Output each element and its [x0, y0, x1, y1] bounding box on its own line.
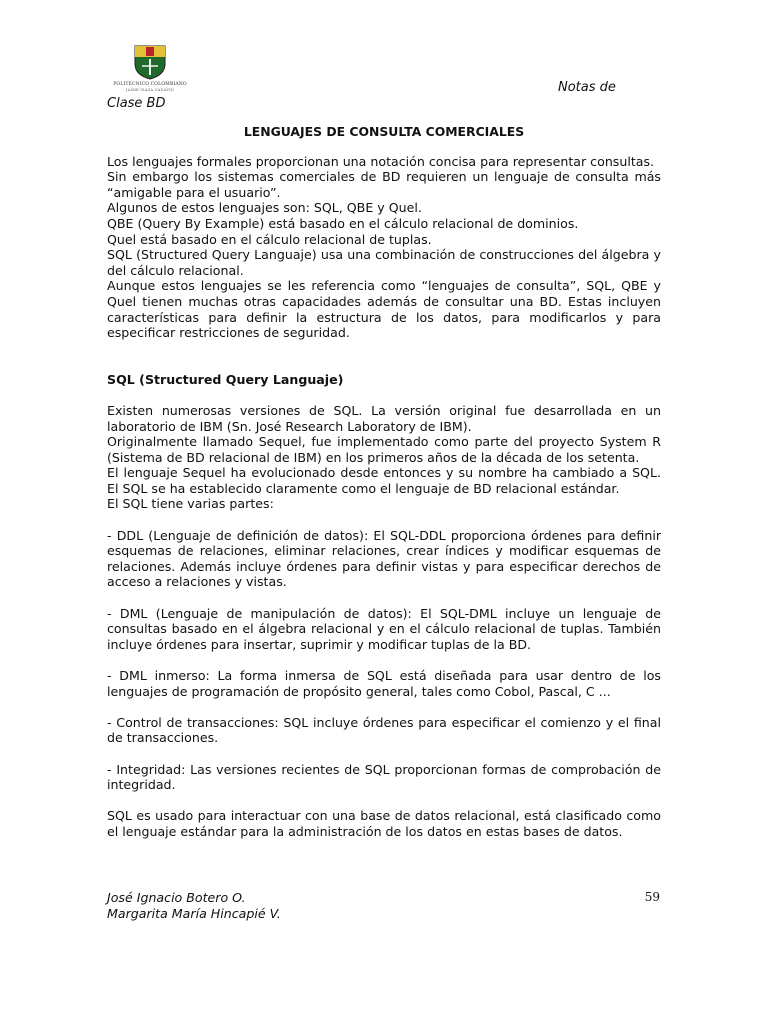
logo-name: POLITÉCNICO COLOMBIANO [113, 82, 187, 87]
footer-author-1: José Ignacio Botero O. [107, 890, 246, 905]
header-clase: Clase BD [107, 96, 166, 111]
paragraph: Aunque estos lenguajes se les referencia como “lenguajes de consulta”, SQL, QBE y Quel tienen muchas otras capacidades además de consultar una BD. Estas incluyen características para definir la estructura de los datos, para modificarlos y para especificar restricciones de seguridad. [107, 278, 661, 341]
paragraph: Algunos de estos lenguajes son: SQL, QBE y Quel. [107, 200, 422, 216]
paragraph: Sin embargo los sistemas comerciales de BD requieren un lenguaje de consulta más “amigable para el usuario”. [107, 169, 661, 200]
paragraph: SQL (Structured Query Languaje) usa una combinación de construcciones del álgebra y del cálculo relacional. [107, 247, 661, 278]
paragraph: Quel está basado en el cálculo relacional de tuplas. [107, 231, 432, 247]
sql-intro-section [107, 403, 661, 512]
section-heading: SQL (Structured Query Languaje) [107, 371, 344, 387]
paragraph: Existen numerosas versiones de SQL. La versión original fue desarrollada en un laboratorio de IBM (Sn. José Research Laboratory de IBM). [107, 402, 661, 434]
page-number: 59 [644, 890, 660, 904]
intro-section [107, 154, 661, 341]
list-item: - DDL (Lenguaje de definición de datos): El SQL-DDL proporciona órdenes para definir esquemas de relaciones, eliminar relaciones, crear índices y modificar esquemas de relaciones. Además incluye órdenes para definir vistas y para especificar derechos de acceso a relaciones y vistas. [107, 527, 661, 590]
logo-motto: JAIME ISAZA CADAVID [125, 88, 175, 92]
paragraph: QBE (Query By Example) está basado en el cálculo relacional de dominios. [107, 215, 579, 231]
paragraph: El lenguaje Sequel ha evolucionado desde entonces y su nombre ha cambiado a SQL. El SQL se ha establecido claramente como el lenguaje de BD relacional estándar. [107, 465, 661, 496]
paragraph: El SQL tiene varias partes: [107, 496, 274, 512]
list-item: - Integridad: Las versiones recientes de SQL proporcionan formas de comprobación de integridad. [107, 761, 661, 793]
list-item: - DML (Lenguaje de manipulación de datos): El SQL-DML incluye un lenguaje de consultas basado en el álgebra relacional y en el cálculo relacional de tuplas. También incluye órdenes para insertar, suprimir y modificar tuplas de la BD. [107, 605, 661, 652]
shield-crest-icon [133, 44, 167, 80]
footer-author-2: Margarita María Hincapié V. [107, 906, 281, 921]
header-notas: Notas de [558, 80, 616, 95]
list-item: - Control de transacciones: SQL incluye órdenes para especificar el comienzo y el final de transacciones. [107, 714, 661, 746]
document-body [107, 124, 661, 840]
paragraph: Los lenguajes formales proporcionan una notación concisa para representar consultas. [107, 153, 655, 169]
paragraph: Originalmente llamado Sequel, fue implementado como parte del proyecto System R (Sistema de BD relacional de IBM) en los primeros años de la década de los setenta. [107, 434, 661, 465]
list-item: - DML inmerso: La forma inmersa de SQL está diseñada para usar dentro de los lenguajes de programación de propósito general, tales como Cobol, Pascal, C ... [107, 668, 661, 699]
closing-paragraph: SQL es usado para interactuar con una base de datos relacional, está clasificado como el lenguaje estándar para la administración de los datos en estas bases de datos. [107, 808, 661, 839]
page-title: LENGUAJES DE CONSULTA COMERCIALES [243, 124, 525, 139]
institution-logo [107, 44, 193, 94]
